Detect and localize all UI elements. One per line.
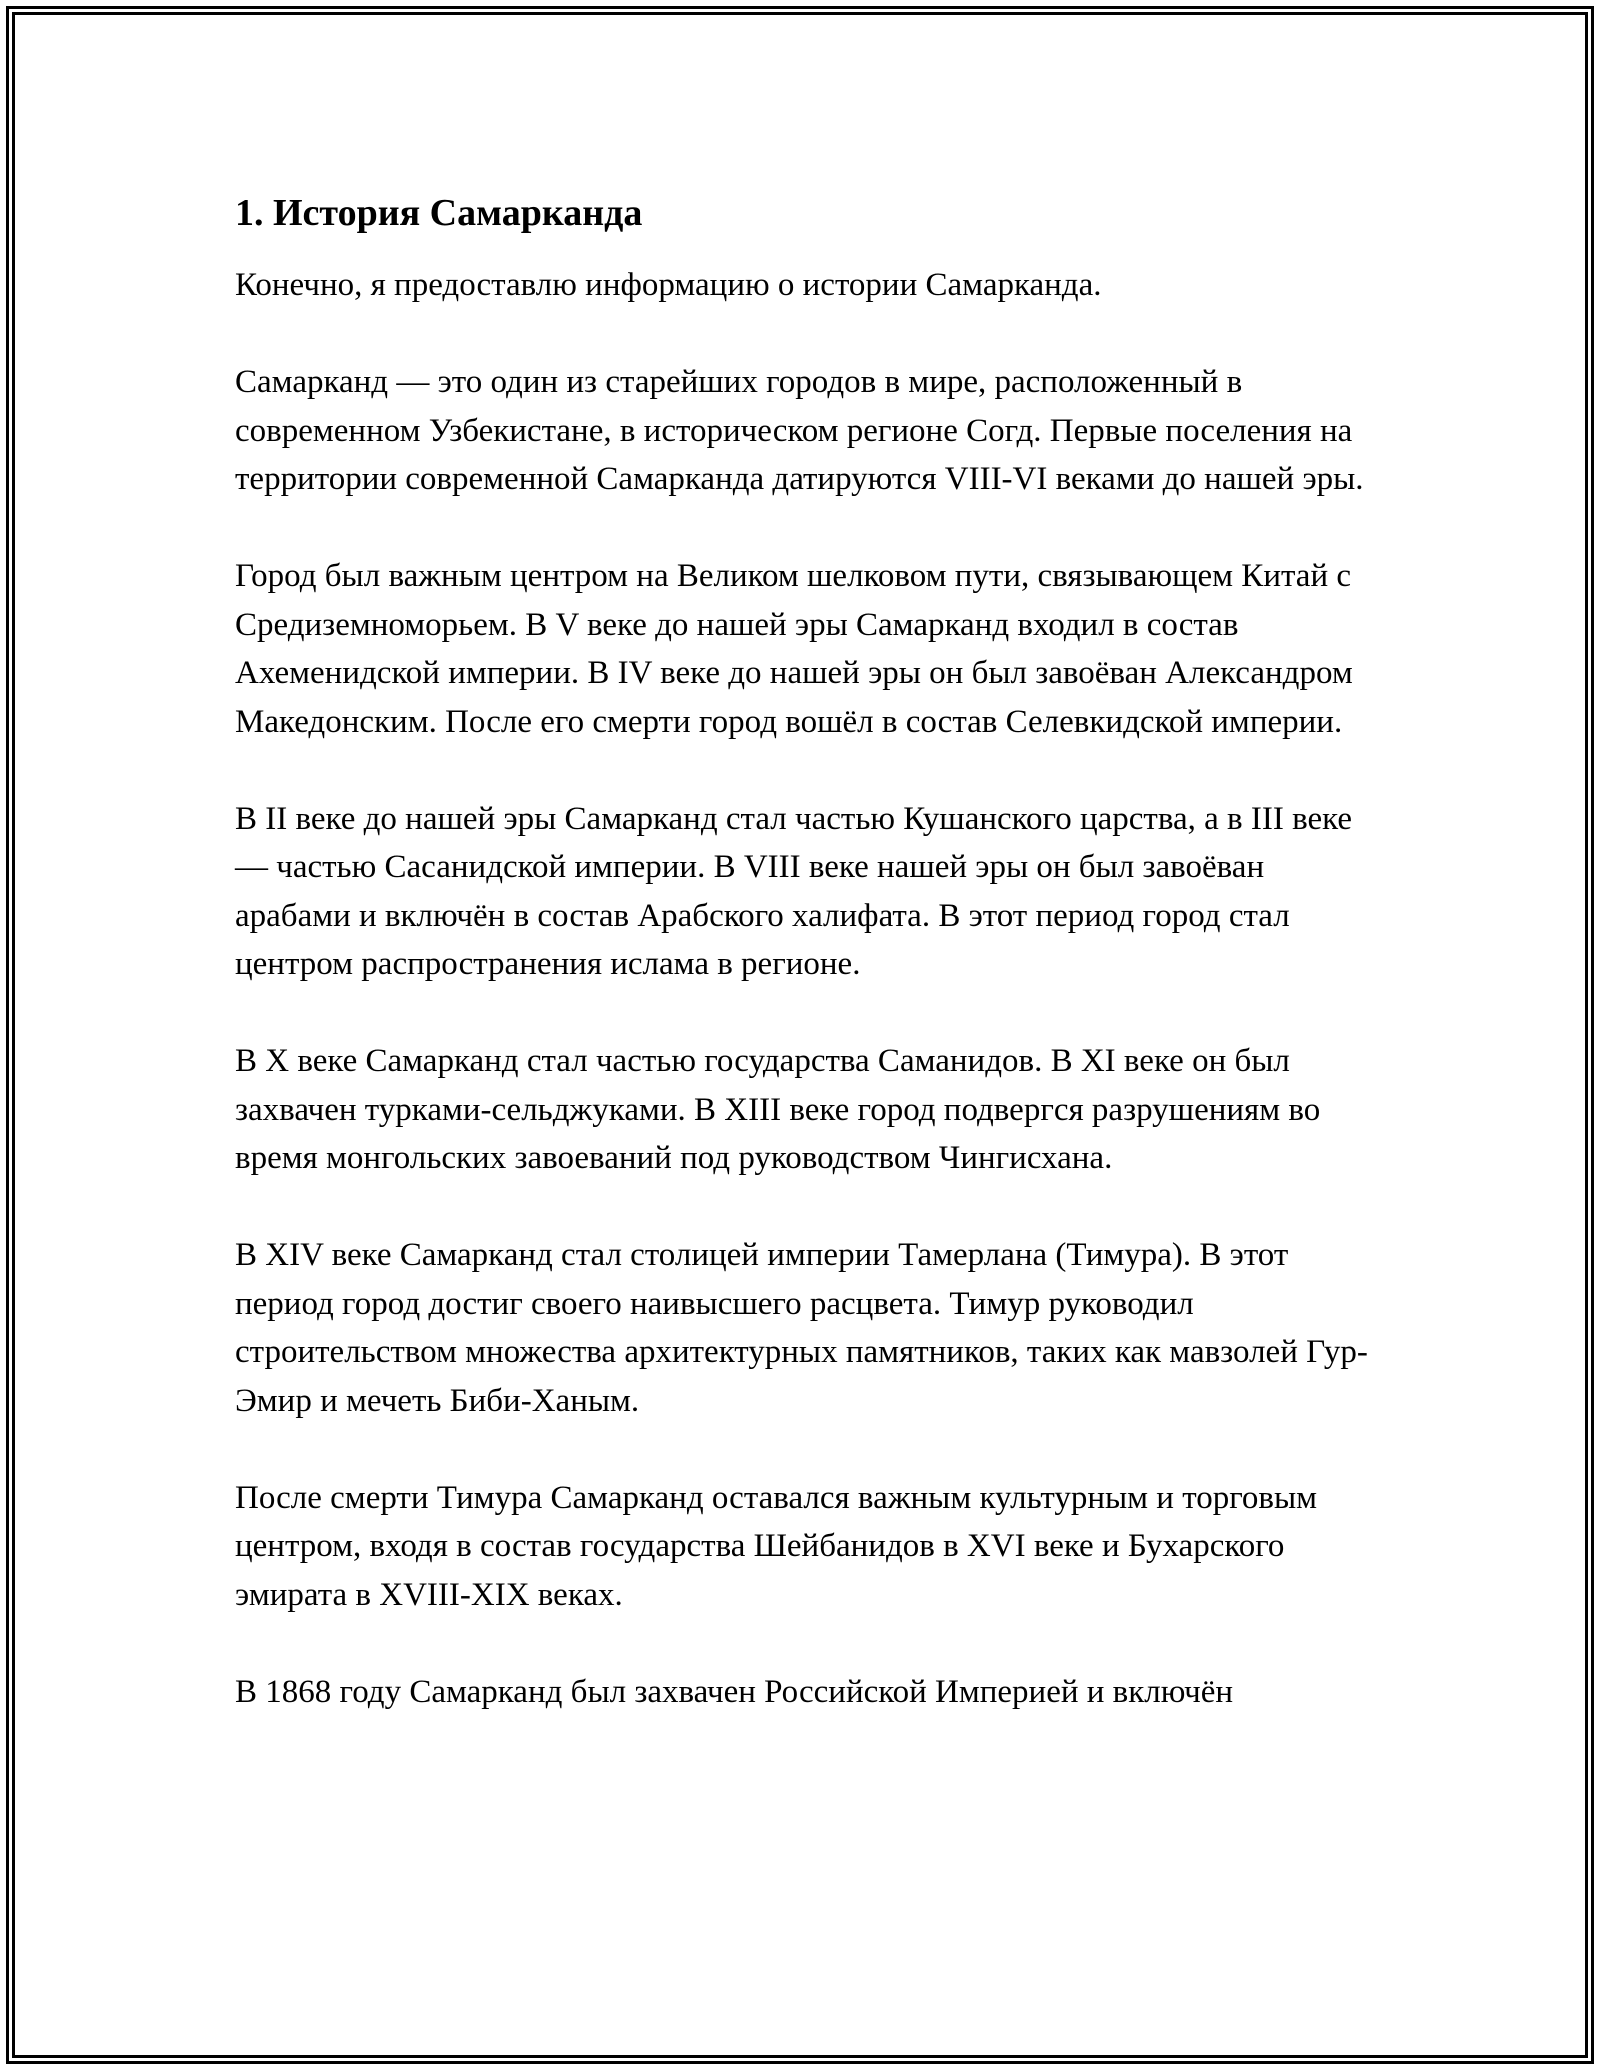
paragraph-after-timur: После смерти Тимура Самарканд оставался важным культурным и торговым центром, входя в состав государства Шейбанидов в XVI веке и Бухарского эмирата в XVIII-XIX веках. [235,1479,1318,1613]
document-body [235,185,1370,1765]
section-heading: 1. История Самарканда [235,192,643,234]
paragraph-intro: Конечно, я предоставлю информацию о истории Самарканда. [235,267,1102,303]
paragraph-origins: Самарканд — это один из старейших городов в мире, расположенный в современном Узбекистане, в историческом регионе Согд. Первые поселения на территории современной Самарканда датируются VIII-VI веками до нашей эры. [235,364,1364,497]
paragraph-timur: В XIV веке Самарканд стал столицей империи Тамерлана (Тимура). В этот период город достиг своего наивысшего расцвета. Тимур руководил строительством множества архитектурных памятников, таких как мавзолей Гур-Эмир и мечеть Биби-Ханым. [235,1237,1368,1419]
paragraph-russian-empire: В 1868 году Самарканд был захвачен Российской Империей и включён [235,1673,1234,1710]
paragraph-silk-road: Город был важным центром на Великом шелковом пути, связывающем Китай с Средиземноморьем. В V веке до нашей эры Самарканд входил в состав Ахеменидской империи. В IV веке до нашей эры он был завоёван Александром Македонским. После его смерти город вошёл в состав Селевкидской империи. [235,558,1353,740]
paragraph-kushan-arab: В II веке до нашей эры Самарканд стал частью Кушанского царства, а в III веке — частью Сасанидской империи. В VIII веке нашей эры он был завоёван арабами и включён в состав Арабского халифата. В этот период город стал центром распространения ислама в регионе. [235,800,1352,982]
paragraph-samanid-mongol: В X веке Самарканд стал частью государства Саманидов. В XI веке он был захвачен турками-сельджуками. В XIII веке город подвергся разрушениям во время монгольских завоеваний под руководством Чингисхана. [235,1043,1321,1176]
